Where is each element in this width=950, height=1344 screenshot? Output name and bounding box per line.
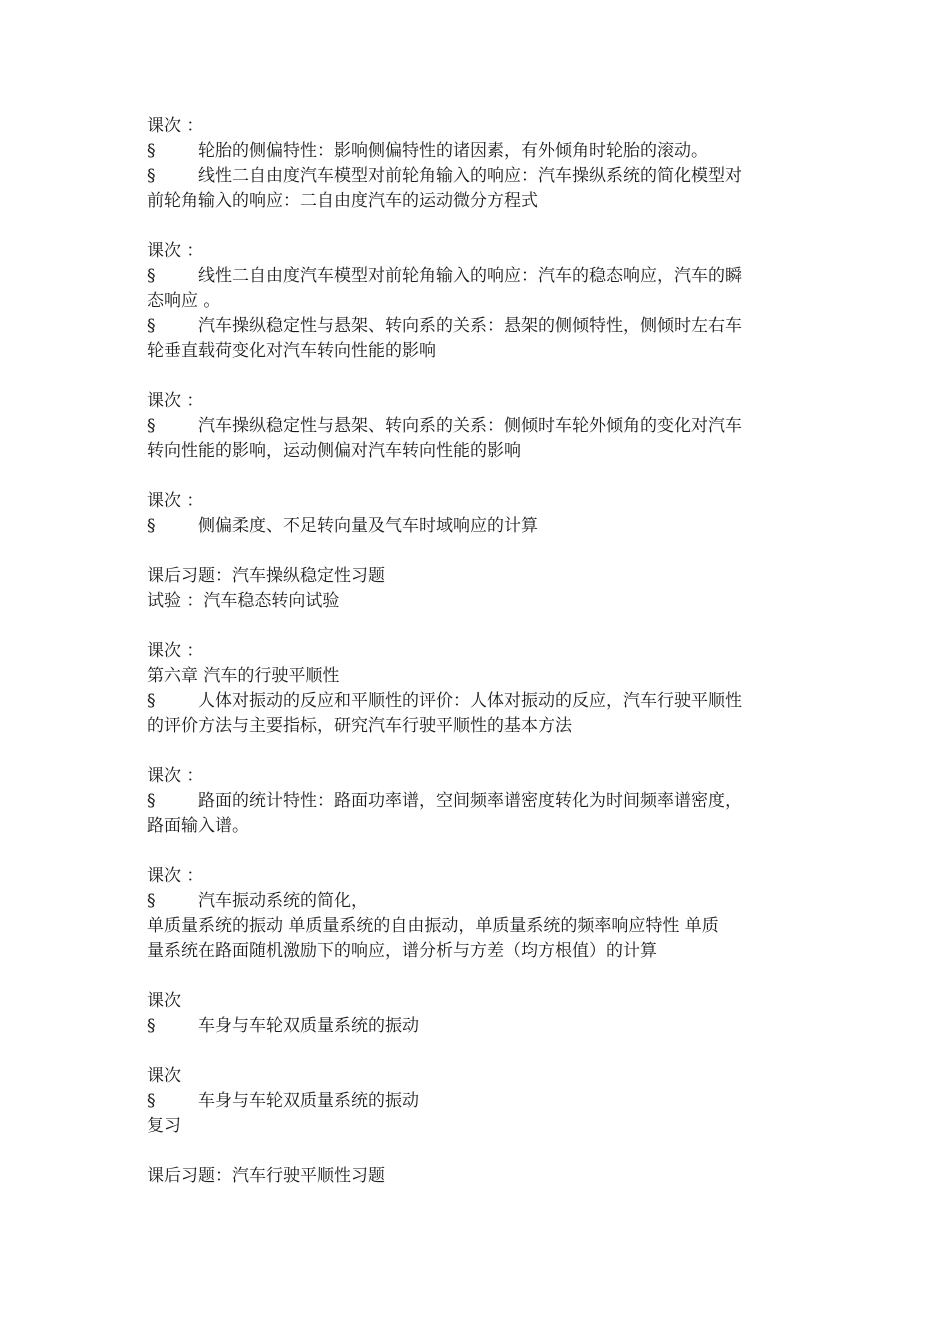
text-line: 试验 ：汽车稳态转向试验 xyxy=(147,591,340,611)
bullet-line xyxy=(147,164,837,189)
section-mark-icon: § xyxy=(147,266,156,286)
lesson-heading: 课次 ： xyxy=(147,241,204,261)
bullet-text: 侧偏柔度、不足转向量及气车时域响应的计算 xyxy=(198,516,538,536)
paragraph-gap xyxy=(147,1039,837,1064)
bullet-line xyxy=(147,1014,837,1039)
paragraph-gap xyxy=(147,839,837,864)
paragraph-gap xyxy=(147,1139,837,1164)
lesson-heading: 课次 ： xyxy=(147,491,204,511)
lesson-block xyxy=(147,764,837,839)
lesson-block xyxy=(147,989,837,1039)
section-mark-icon: § xyxy=(147,416,156,436)
paragraph-gap xyxy=(147,614,837,639)
lesson-heading: 课次 xyxy=(147,1066,181,1086)
bullet-text: 人体对振动的反应和平顺性的评价：人体对振动的反应，汽车行驶平顺性 xyxy=(198,691,742,711)
text-line: 第六章 汽车的行驶平顺性 xyxy=(147,666,340,686)
text-line: 复习 xyxy=(147,1116,181,1136)
text-line: 转向性能的影响，运动侧偏对汽车转向性能的影响 xyxy=(147,441,521,461)
bullet-text: 线性二自由度汽车模型对前轮角输入的响应：汽车操纵系统的简化模型对 xyxy=(198,166,742,186)
lesson-heading: 课次 ： xyxy=(147,116,204,136)
paragraph-gap xyxy=(147,364,837,389)
bullet-text: 汽车操纵稳定性与悬架、转向系的关系：悬架的侧倾特性，侧倾时左右车 xyxy=(198,316,742,336)
bullet-line xyxy=(147,514,837,539)
lesson-heading: 课次 ： xyxy=(147,766,204,786)
section-mark-icon: § xyxy=(147,891,156,911)
bullet-text: 车身与车轮双质量系统的振动 xyxy=(198,1091,419,1111)
lesson-block xyxy=(147,114,837,214)
section-mark-icon: § xyxy=(147,691,156,711)
section-mark-icon: § xyxy=(147,516,156,536)
text-line: 轮垂直载荷变化对汽车转向性能的影响 xyxy=(147,341,436,361)
paragraph-gap xyxy=(147,539,837,564)
lesson-block xyxy=(147,389,837,464)
lesson-block xyxy=(147,489,837,539)
bullet-text: 汽车操纵稳定性与悬架、转向系的关系：侧倾时车轮外倾角的变化对汽车 xyxy=(198,416,742,436)
paragraph-gap xyxy=(147,214,837,239)
bullet-text: 车身与车轮双质量系统的振动 xyxy=(198,1016,419,1036)
section-mark-icon: § xyxy=(147,166,156,186)
section-mark-icon: § xyxy=(147,141,156,161)
text-line: 量系统在路面随机激励下的响应，谱分析与方差（均方根值）的计算 xyxy=(147,941,657,961)
section-mark-icon: § xyxy=(147,791,156,811)
lesson-block xyxy=(147,1064,837,1139)
bullet-line xyxy=(147,689,837,714)
lesson-heading: 课次 ： xyxy=(147,391,204,411)
text-line: 路面输入谱。 xyxy=(147,816,249,836)
text-line: 的评价方法与主要指标，研究汽车行驶平顺性的基本方法 xyxy=(147,716,572,736)
paragraph-gap xyxy=(147,464,837,489)
text-line: 前轮角输入的响应：二自由度汽车的运动微分方程式 xyxy=(147,191,538,211)
bullet-line xyxy=(147,314,837,339)
lesson-block xyxy=(147,864,837,964)
text-line: 态响应 。 xyxy=(147,291,221,311)
section-mark-icon: § xyxy=(147,1016,156,1036)
bullet-line xyxy=(147,1089,837,1114)
text-line: 课后习题：汽车操纵稳定性习题 xyxy=(147,566,385,586)
text-line: 课后习题：汽车行驶平顺性习题 xyxy=(147,1166,385,1186)
bullet-line xyxy=(147,889,837,914)
bullet-text: 线性二自由度汽车模型对前轮角输入的响应：汽车的稳态响应，汽车的瞬 xyxy=(198,266,742,286)
bullet-line xyxy=(147,264,837,289)
section-mark-icon: § xyxy=(147,1091,156,1111)
bullet-line xyxy=(147,139,837,164)
paragraph-gap xyxy=(147,739,837,764)
bullet-text: 汽车振动系统的简化， xyxy=(198,891,368,911)
section-mark-icon: § xyxy=(147,316,156,336)
document-body xyxy=(147,114,837,1189)
text-line: 单质量系统的振动 单质量系统的自由振动，单质量系统的频率响应特性 单质 xyxy=(147,916,719,936)
bullet-line xyxy=(147,789,837,814)
bullet-text: 路面的统计特性：路面功率谱，空间频率谱密度转化为时间频率谱密度， xyxy=(198,791,742,811)
lesson-block xyxy=(147,639,837,739)
lesson-block xyxy=(147,564,837,614)
lesson-heading: 课次 ： xyxy=(147,641,204,661)
lesson-block xyxy=(147,1164,837,1189)
lesson-block xyxy=(147,239,837,364)
lesson-heading: 课次 ： xyxy=(147,866,204,886)
lesson-heading: 课次 xyxy=(147,991,181,1011)
bullet-line xyxy=(147,414,837,439)
paragraph-gap xyxy=(147,964,837,989)
bullet-text: 轮胎的侧偏特性：影响侧偏特性的诸因素，有外倾角时轮胎的滚动。 xyxy=(198,141,708,161)
